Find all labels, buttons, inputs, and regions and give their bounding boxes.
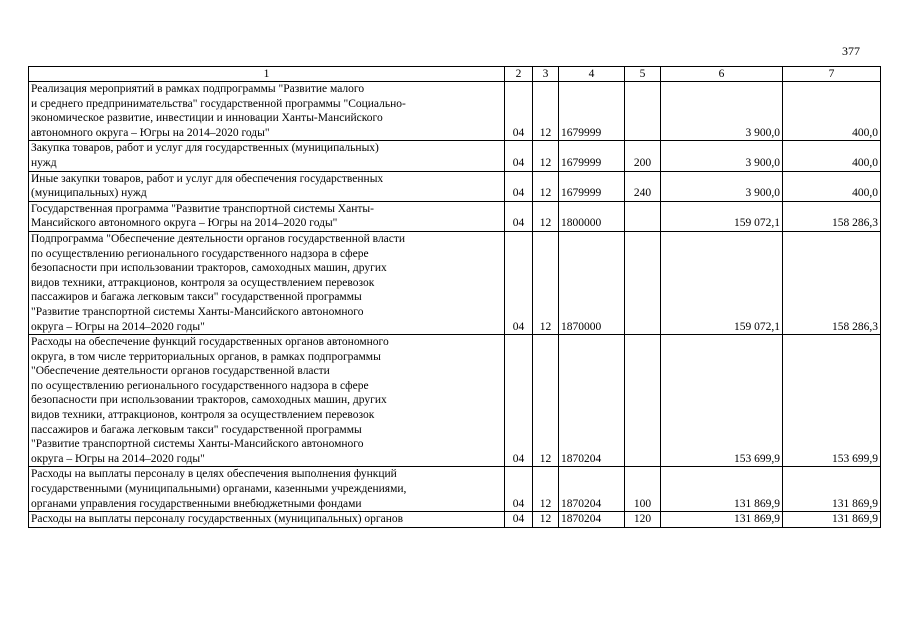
- row-subsection: 12: [533, 231, 559, 334]
- column-header-2: 2: [505, 67, 533, 82]
- row-section: 04: [505, 141, 533, 171]
- row-target-code: 1870204: [559, 512, 625, 528]
- row-amount-1: 153 699,9: [661, 335, 783, 467]
- table-row: [29, 141, 881, 171]
- row-section: 04: [505, 171, 533, 201]
- column-header-5: 5: [625, 67, 661, 82]
- row-amount-1: 3 900,0: [661, 171, 783, 201]
- row-amount-2: 158 286,3: [783, 231, 881, 334]
- row-amount-1: 131 869,9: [661, 467, 783, 512]
- row-name: Реализация мероприятий в рамках подпрограммы "Развитие малого и среднего предпринимательства" государственной программы "Социально- экономическое развитие, инвестиции и инновации Ханты-Мансийского автономного округа – Югры на 2014–2020 годы": [29, 82, 505, 141]
- row-name: Иные закупки товаров, работ и услуг для обеспечения государственных (муниципальных) нужд: [29, 171, 505, 201]
- table-row: [29, 201, 881, 231]
- row-name: Расходы на выплаты персоналу в целях обеспечения выполнения функций государственными (муниципальными) органами, казенными учреждениями, органами управления государственными внебюджетными фондами: [29, 467, 505, 512]
- row-section: 04: [505, 82, 533, 141]
- row-target-code: 1679999: [559, 141, 625, 171]
- table-row: [29, 467, 881, 512]
- table-row: [29, 82, 881, 141]
- row-expense-type: [625, 201, 661, 231]
- table-header-row: [29, 67, 881, 82]
- row-name: Расходы на обеспечение функций государственных органов автономного округа, в том числе территориальных органов, в рамках подпрограммы "Обеспечение деятельности органов государственной власти по осуществлению регионального государственного надзора в сфере безопасности при использовании тракторов, самоходных машин, других видов техники, аттракционов, контроля за осуществлением перевозок пассажиров и багажа легковым такси" государственной программы "Развитие транспортной системы Ханты-Мансийского автономного округа – Югры на 2014–2020 годы": [29, 335, 505, 467]
- row-amount-2: 400,0: [783, 82, 881, 141]
- column-header-4: 4: [559, 67, 625, 82]
- row-target-code: 1679999: [559, 82, 625, 141]
- row-name: Закупка товаров, работ и услуг для государственных (муниципальных) нужд: [29, 141, 505, 171]
- row-amount-2: 158 286,3: [783, 201, 881, 231]
- row-amount-2: 400,0: [783, 141, 881, 171]
- row-subsection: 12: [533, 512, 559, 528]
- row-name: Расходы на выплаты персоналу государственных (муниципальных) органов: [29, 512, 505, 528]
- row-target-code: 1870204: [559, 467, 625, 512]
- row-subsection: 12: [533, 335, 559, 467]
- row-name: Государственная программа "Развитие транспортной системы Ханты- Мансийского автономного округа – Югры на 2014–2020 годы": [29, 201, 505, 231]
- row-subsection: 12: [533, 171, 559, 201]
- row-section: 04: [505, 201, 533, 231]
- table-row: [29, 231, 881, 334]
- column-header-6: 6: [661, 67, 783, 82]
- table-row: [29, 171, 881, 201]
- row-amount-1: 159 072,1: [661, 201, 783, 231]
- column-header-3: 3: [533, 67, 559, 82]
- row-amount-1: 3 900,0: [661, 141, 783, 171]
- row-section: 04: [505, 467, 533, 512]
- row-amount-2: 153 699,9: [783, 335, 881, 467]
- row-amount-1: 3 900,0: [661, 82, 783, 141]
- row-subsection: 12: [533, 201, 559, 231]
- row-section: 04: [505, 335, 533, 467]
- row-name: Подпрограмма "Обеспечение деятельности органов государственной власти по осуществлению регионального государственного надзора в сфере безопасности при использовании тракторов, самоходных машин, других видов техники, аттракционов, контроля за осуществлением перевозок пассажиров и багажа легковым такси" государственной программы "Развитие транспортной системы Ханты-Мансийского автономного округа – Югры на 2014–2020 годы": [29, 231, 505, 334]
- column-header-7: 7: [783, 67, 881, 82]
- row-section: 04: [505, 512, 533, 528]
- row-expense-type: 200: [625, 141, 661, 171]
- table-row: [29, 335, 881, 467]
- row-section: 04: [505, 231, 533, 334]
- row-target-code: 1679999: [559, 171, 625, 201]
- row-subsection: 12: [533, 141, 559, 171]
- page-number: 377: [842, 44, 860, 58]
- row-expense-type: 100: [625, 467, 661, 512]
- row-target-code: 1870204: [559, 335, 625, 467]
- row-target-code: 1870000: [559, 231, 625, 334]
- row-amount-1: 131 869,9: [661, 512, 783, 528]
- row-amount-2: 131 869,9: [783, 512, 881, 528]
- table-row: [29, 512, 881, 528]
- row-expense-type: [625, 231, 661, 334]
- row-expense-type: [625, 82, 661, 141]
- row-target-code: 1800000: [559, 201, 625, 231]
- row-expense-type: 240: [625, 171, 661, 201]
- row-subsection: 12: [533, 82, 559, 141]
- row-amount-1: 159 072,1: [661, 231, 783, 334]
- row-amount-2: 400,0: [783, 171, 881, 201]
- row-amount-2: 131 869,9: [783, 467, 881, 512]
- row-expense-type: 120: [625, 512, 661, 528]
- row-subsection: 12: [533, 467, 559, 512]
- budget-table: [28, 66, 881, 528]
- row-expense-type: [625, 335, 661, 467]
- column-header-1: 1: [29, 67, 505, 82]
